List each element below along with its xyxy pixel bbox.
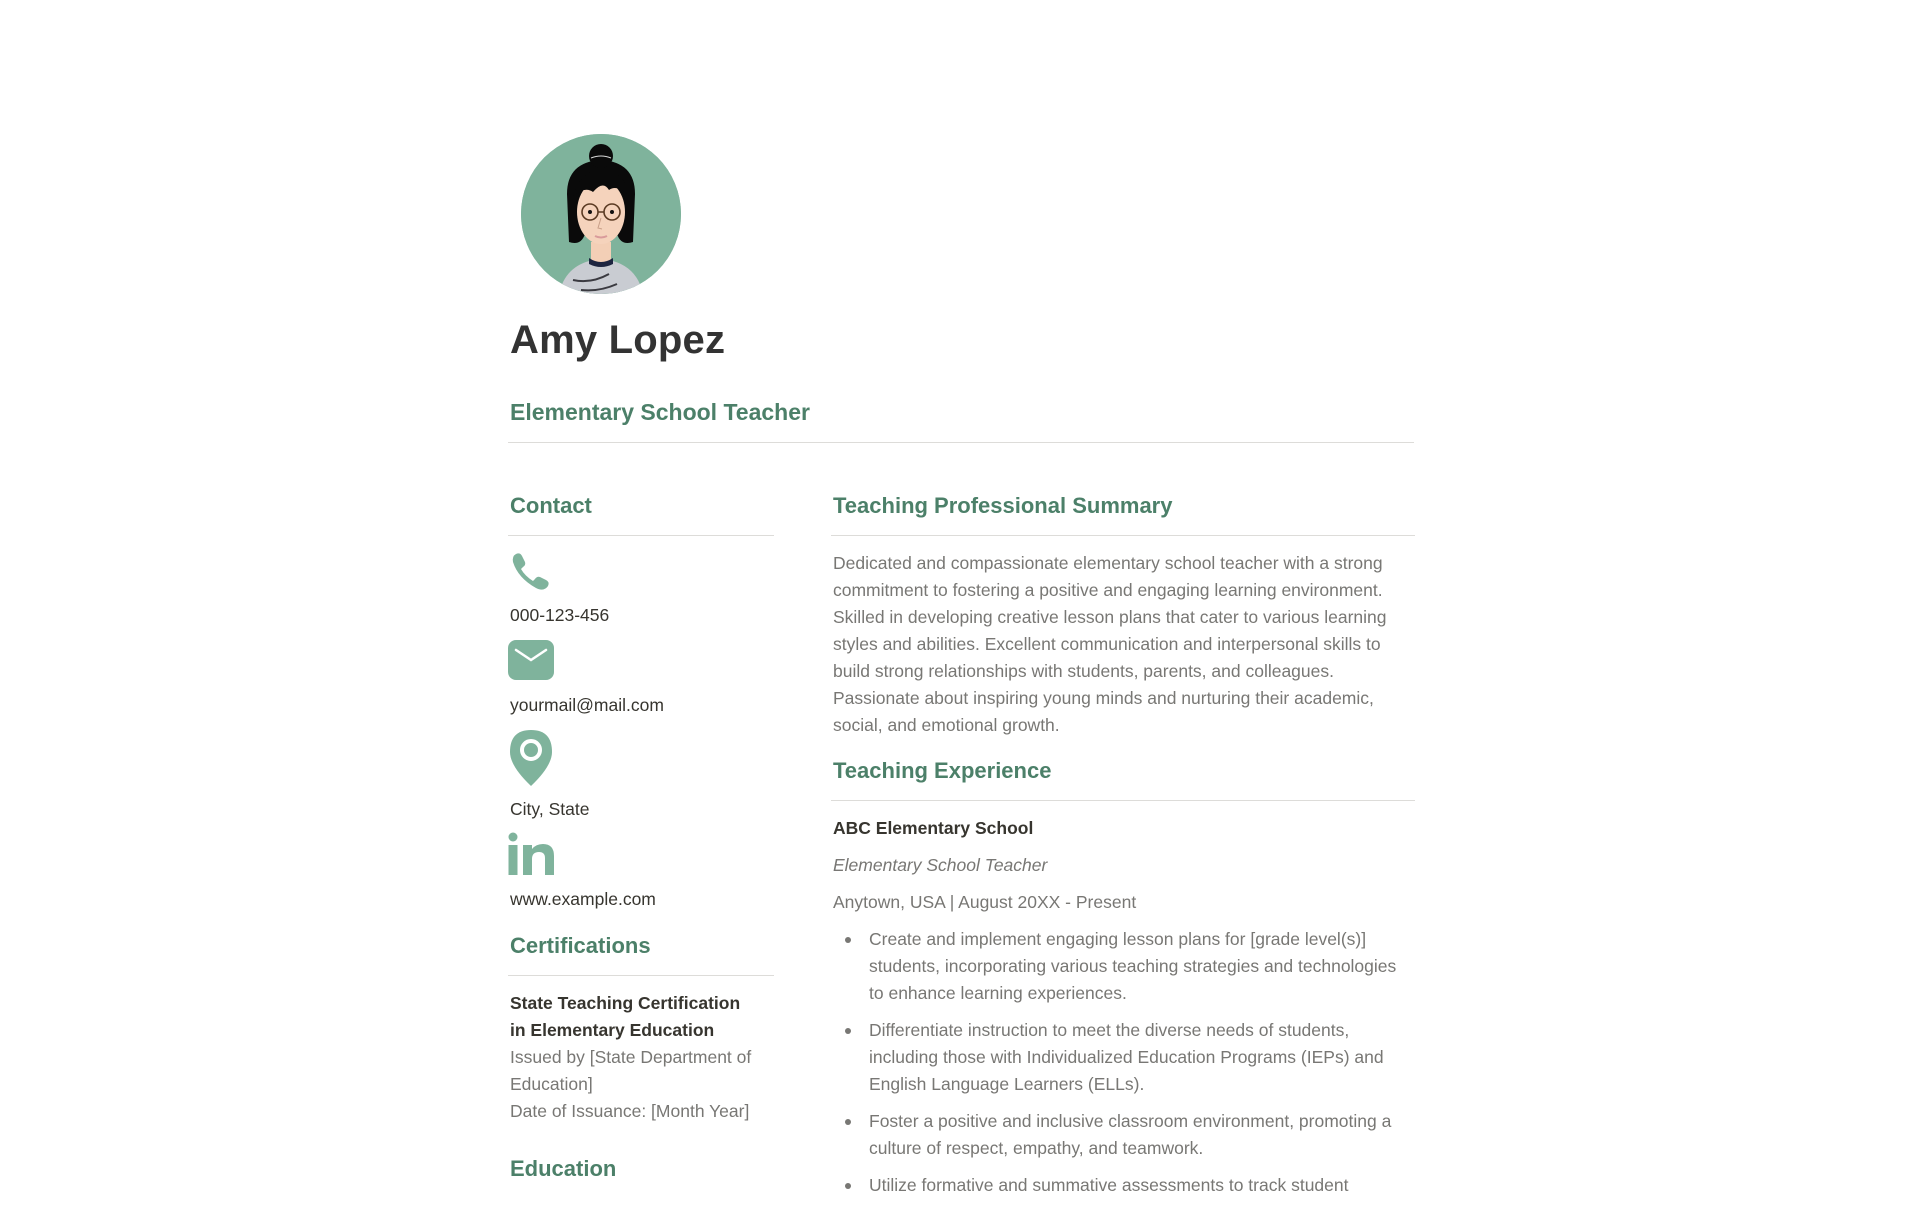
website-text[interactable]: www.example.com <box>510 889 656 909</box>
contact-heading: Contact <box>510 493 592 518</box>
summary-divider <box>831 535 1415 536</box>
phone-text: 000-123-456 <box>510 605 610 625</box>
contact-email <box>508 638 774 716</box>
bullet-dot-icon <box>845 937 851 943</box>
job-bullet-text: Create and implement engaging lesson plans for [grade level(s)] students, incorporating various teaching strategies and technologies to enhance learning experiences. <box>869 929 1397 1003</box>
job-bullet-text: Differentiate instruction to meet the diverse needs of students, including those with Individualized Education Programs (IEPs) and English Language Learners (ELLs). <box>869 1020 1384 1094</box>
location-text: City, State <box>510 799 590 819</box>
summary-text: Dedicated and compassionate elementary school teacher with a strong commitment to fostering a positive and engaging learning environment. Skilled in developing creative lesson plans that cater to various learning styles and abilities. Excellent communication and interpersonal skills to build strong relationships with students, parents, and colleagues. Passionate about inspiring young minds and nurturing their academic, social, and emotional growth. <box>833 553 1387 735</box>
job-bullet <box>831 1017 1415 1098</box>
phone-icon <box>508 548 554 594</box>
job-organization: ABC Elementary School <box>833 818 1034 838</box>
contact-divider <box>508 535 774 536</box>
certifications-divider <box>508 975 774 976</box>
education-heading: Education <box>510 1156 617 1181</box>
contact-website <box>508 832 774 910</box>
contact-location <box>508 728 774 820</box>
bullet-dot-icon <box>845 1028 851 1034</box>
contact-phone <box>508 548 774 626</box>
avatar-illustration <box>521 134 681 294</box>
header-divider <box>508 442 1414 443</box>
location-pin-icon <box>508 728 554 788</box>
certification-date: Date of Issuance: [Month Year] <box>510 1101 750 1121</box>
bullet-dot-icon <box>845 1183 851 1189</box>
certification-name: State Teaching Certification in Elementary Education <box>510 993 741 1040</box>
job-location-dates: Anytown, USA | August 20XX - Present <box>833 892 1137 912</box>
experience-divider <box>831 800 1415 801</box>
mail-icon <box>508 638 554 684</box>
candidate-role: Elementary School Teacher <box>510 399 810 425</box>
right-column <box>831 490 1415 1209</box>
job-bullet-text: Utilize formative and summative assessments to track student <box>869 1175 1349 1195</box>
certification-item <box>510 990 760 1125</box>
email-text: yourmail@mail.com <box>510 695 664 715</box>
job-bullets <box>831 926 1415 1199</box>
summary-heading: Teaching Professional Summary <box>833 493 1173 518</box>
linkedin-icon <box>508 832 554 878</box>
job-bullet-text: Foster a positive and inclusive classroom environment, promoting a culture of respect, empathy, and teamwork. <box>869 1111 1392 1158</box>
job-bullet <box>831 1108 1415 1162</box>
left-column <box>508 490 774 1185</box>
bullet-dot-icon <box>845 1119 851 1125</box>
job-title: Elementary School Teacher <box>833 855 1048 875</box>
avatar <box>521 134 681 294</box>
job-entry <box>831 815 1415 1199</box>
certifications-heading: Certifications <box>510 933 651 958</box>
certification-issuer: Issued by [State Department of Education] <box>510 1047 752 1094</box>
job-bullet <box>831 1172 1415 1199</box>
candidate-name: Amy Lopez <box>510 318 726 362</box>
experience-heading: Teaching Experience <box>833 758 1052 783</box>
job-bullet <box>831 926 1415 1007</box>
